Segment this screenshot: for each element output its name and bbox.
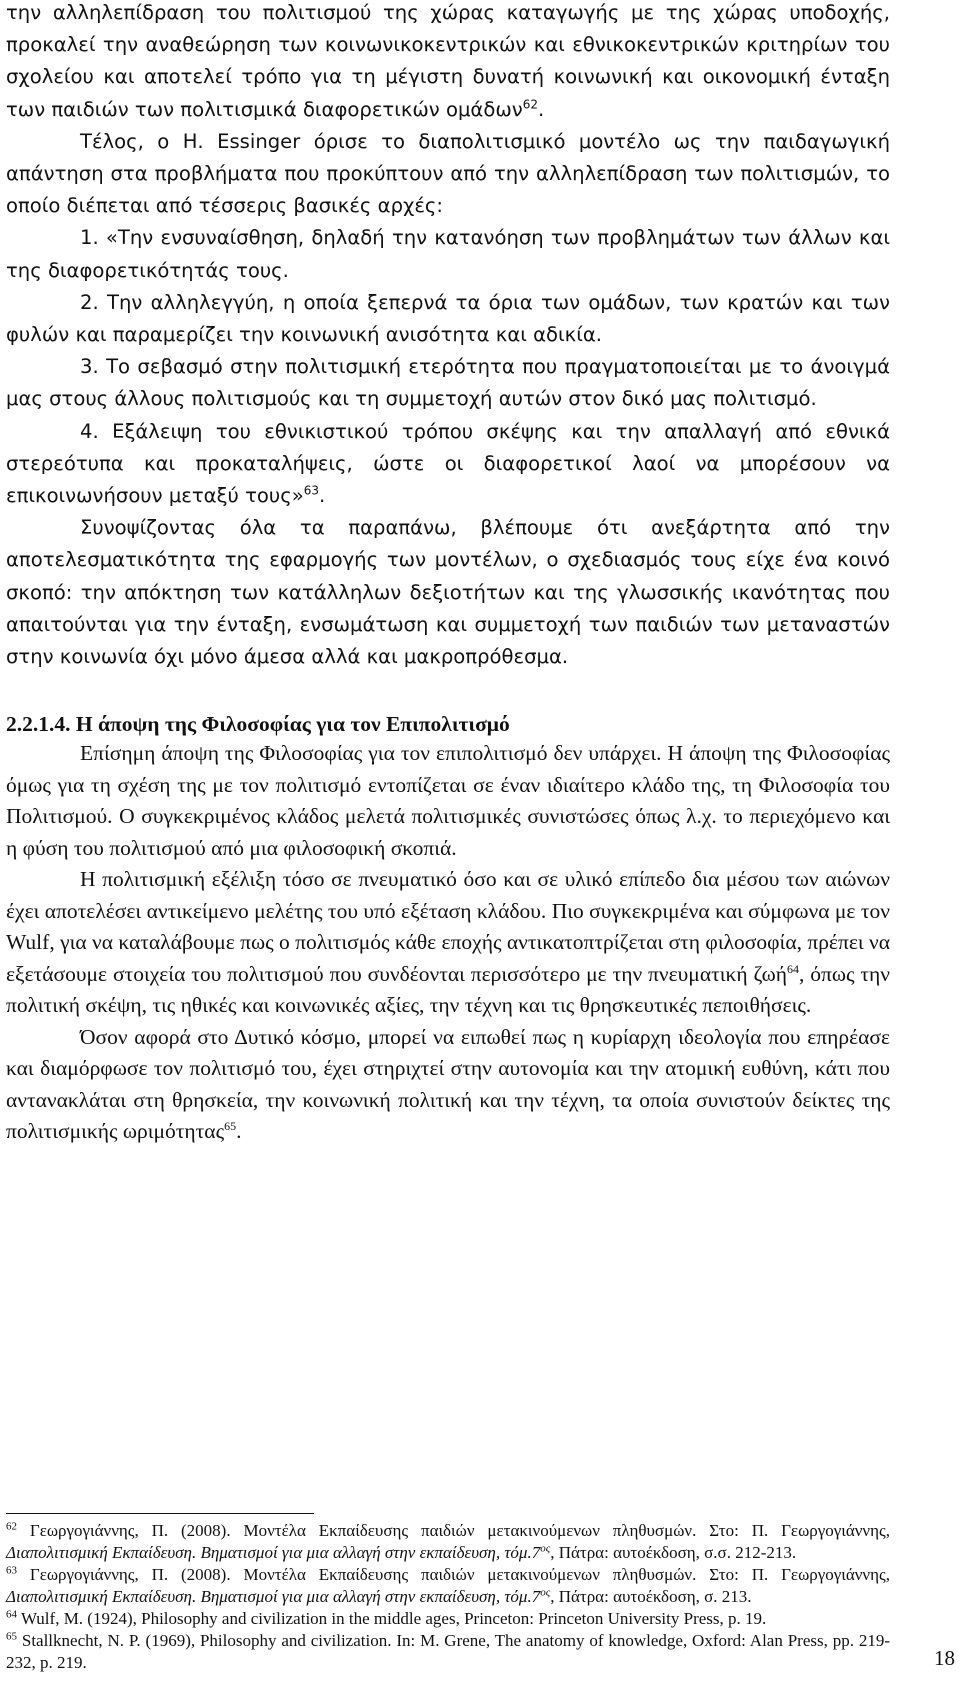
paragraph: Τέλος, ο Η. Essinger όρισε το διαπολιτισμικό μοντέλο ως την παιδαγωγική απάντηση στα προβλήματα που προκύπτουν από την αλληλεπίδραση των πολιτισμών, το οποίο διέπεται από τέσσερις βασικές αρχές: xyxy=(6,129,890,218)
list-item: 1. «Την ενσυναίσθηση, δηλαδή την κατανόηση των προβλημάτων των άλλων και της διαφορετικότητάς τους. xyxy=(6,226,890,282)
footnote: $^{63}$ Γεωργογιάννης, Π. (2008). Μοντέλα Εκπαίδευσης παιδιών μετακινούμενων πληθυσμών. Στο: Π. Γεωργογιάννης, Διαπολιτισμική Εκπαίδευση. Βηματισμοί για μια αλλαγή στην εκπαίδευση, $\tau ό\mu.7^{o\varsigma}$, Πάτρα: αυτοέκδοση, σ. 213. xyxy=(6,1564,890,1606)
paragraph: Όσον αφορά στο Δυτικό κόσμο, μπορεί να ειπωθεί πως η κυρίαρχη ιδεολογία που επηρέασε και διαμόρφωσε τον πολιτισμό του, έχει στηριχτεί στην αυτονομία και την ατομική ευθύνη, κάτι που αντανακλάται στη θρησκεία, την κοινωνική πολιτική και την τέχνη, τα οποία συνιστούν δείκτες της πολιτισμικής ωριμότητας$^{65}$. xyxy=(6,1024,890,1143)
section-text xyxy=(6,738,890,1148)
list-item: 4. Εξάλειψη του εθνικιστικού τρόπου σκέψης και την απαλλαγή από εθνικά στερεότυπα και προκαταλήψεις, ώστε οι διαφορετικοί λαοί να μπορέσουν να επικοινωνήσουν μεταξύ τους»$^{63}$. xyxy=(6,419,890,508)
footnotes xyxy=(6,1520,890,1674)
paragraph: την αλληλεπίδραση του πολιτισμού της χώρας καταγωγής με της χώρας υποδοχής, προκαλεί την αναθεώρηση των κοινωνικοκεντρικών και εθνικοκεντρικών κριτηρίων του σχολείου και αποτελεί τρόπο για τη μέγιστη δυνατή κοινωνική και οικονομική ένταξη των παιδιών των πολιτισμικά διαφορετικών ομάδων$^{62}$. xyxy=(6,1,890,121)
list-item: 3. Το σεβασμό στην πολιτισμική ετερότητα που πραγματοποιείται με το άνοιγμά μας στους άλλους πολιτισμούς και τη συμμετοχή αυτών στον δικό μας πολιτισμό. xyxy=(6,355,890,411)
page-number: 18 xyxy=(934,1646,955,1670)
footnote: $^{64}$ Wulf, M. (1924), Philosophy and civilization in the middle ages, Princeton: Princeton University Press, p. 19. xyxy=(6,1608,767,1628)
footnote-separator xyxy=(6,1513,314,1514)
main-text xyxy=(6,0,890,673)
paragraph: Η πολιτισμική εξέλιξη τόσο σε πνευματικό όσο και σε υλικό επίπεδο δια μέσου των αιώνων έχει αποτελέσει αντικείμενο μελέτης του υπό εξέταση κλάδου. Πιο συγκεκριμένα και σύμφωνα με τον Wulf, για να καταλάβουμε πως ο πολιτισμός κάθε εποχής αντικατοπτρίζεται στη φιλοσοφία, πρέπει να εξετάσουμε στοιχεία του πολιτισμού που συνδέονται περισσότερο με την πνευματική ζωή$^{64}$, όπως την πολιτική σκέψη, τις ηθικές και κοινωνικές αξίες, την τέχνη και τις θρησκευτικές πεποιθήσεις. xyxy=(6,867,891,1017)
paragraph: Επίσημη άποψη της Φιλοσοφίας για τον επιπολιτισμό δεν υπάρχει. Η άποψη της Φιλοσοφίας όμως για τη σχέση της με τον πολιτισμό εντοπίζεται σε έναν ιδιαίτερο κλάδο της, τη Φιλοσοφία του Πολιτισμού. Ο συγκεκριμένος κλάδος μελετά πολιτισμικές συνιστώσες όπως λ.χ. το περιεχόμενο και η φύση του πολιτισμού από μια φιλοσοφική σκοπιά. xyxy=(6,741,890,860)
footnote-ref: 63 xyxy=(303,483,319,498)
footnote: $^{65}$ Stallknecht, N. P. (1969), Philosophy and civilization. In: M. Grene, The anatomy of knowledge, Oxford: Alan Press, pp. 219-232, p. 219. xyxy=(6,1630,890,1672)
paragraph: Συνοψίζοντας όλα τα παραπάνω, βλέπουμε ότι ανεξάρτητα από την αποτελεσματικότητα της εφαρμογής των μοντέλων, ο σχεδιασμός τους είχε ένα κοινό σκοπό: την απόκτηση των κατάλληλων δεξιοτήτων και της γλωσσικής ικανότητας που απαιτούνται για την ένταξη, ενσωμάτωση και συμμετοχή των παιδιών των μεταναστών στην κοινωνία όχι μόνο άμεσα αλλά και μακροπρόθεσμα. xyxy=(6,516,890,669)
footnote-ref: 64 xyxy=(787,961,799,976)
section-heading: 2.2.1.4. Η άποψη της Φιλοσοφίας για τον Επιπολιτισμό xyxy=(6,712,510,736)
footnote-ref: 62 xyxy=(522,97,538,112)
principles-list xyxy=(6,222,890,512)
list-item: 2. Την αλληλεγγύη, η οποία ξεπερνά τα όρια των ομάδων, των κρατών και των φυλών και παραμερίζει την κοινωνική ανισότητα και αδικία. xyxy=(6,290,890,347)
footnote: $^{62}$ Γεωργογιάννης, Π. (2008). Μοντέλα Εκπαίδευσης παιδιών μετακινούμενων πληθυσμών. Στο: Π. Γεωργογιάννης, Διαπολιτισμική Εκπαίδευση. Βηματισμοί για μια αλλαγή στην εκπαίδευση, $\tau ό\mu.7^{o\varsigma}$, Πάτρα: αυτοέκδοση, σ.σ. 212-213. xyxy=(6,1520,890,1562)
footnote-ref: 65 xyxy=(224,1118,237,1133)
